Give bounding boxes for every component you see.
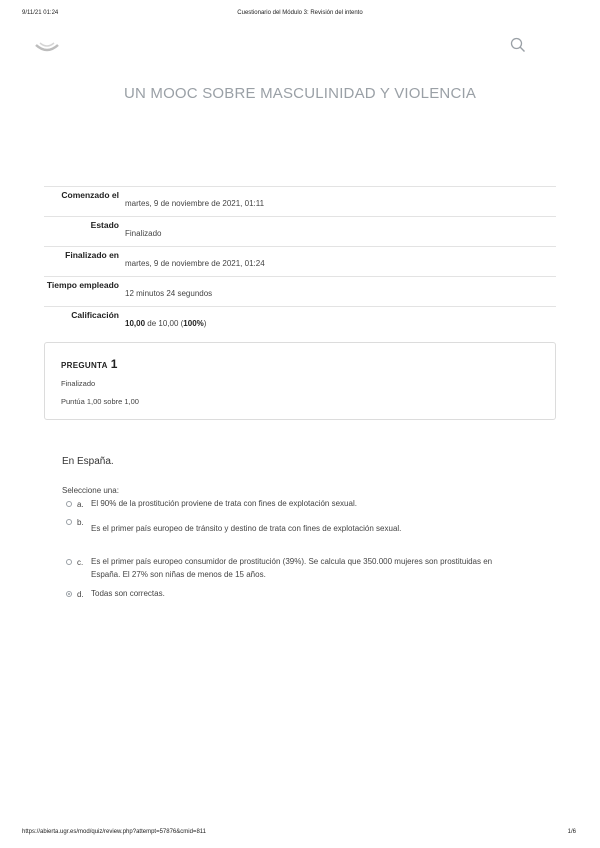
radio-button[interactable]	[66, 519, 72, 525]
answer-letter: d.	[77, 590, 84, 599]
summary-row-state	[44, 217, 556, 247]
print-page-number: 1/6	[567, 829, 576, 835]
summary-row-started	[44, 186, 556, 217]
summary-value: 12 minutos 24 segundos	[125, 289, 213, 298]
print-header	[0, 10, 600, 22]
answer-letter: c.	[77, 558, 84, 567]
answer-letter: a.	[77, 500, 84, 509]
answer-text: El 90% de la prostitución proviene de trata con fines de explotación sexual.	[91, 499, 357, 508]
answer-option-b[interactable]	[66, 518, 511, 535]
site-logo[interactable]	[34, 37, 60, 55]
grade-close: )	[203, 319, 207, 328]
search-icon[interactable]	[510, 37, 526, 53]
grade-score: 10,00	[125, 319, 146, 328]
answer-text: Todas son correctas.	[91, 589, 165, 598]
summary-label: Estado	[90, 220, 119, 230]
summary-value: martes, 9 de noviembre de 2021, 01:24	[125, 259, 265, 268]
summary-label: Calificación	[71, 310, 119, 320]
attempt-summary-table	[44, 186, 556, 336]
question-heading	[61, 357, 118, 371]
answer-text: Es el primer país europeo de tránsito y destino de trata con fines de explotación sexual.	[91, 524, 402, 533]
summary-grade-value	[119, 307, 206, 336]
print-url: https://abierta.ugr.es/mod/quiz/review.php?attempt=57876&cmid=811	[22, 829, 207, 835]
question-grade: Puntúa 1,00 sobre 1,00	[61, 397, 139, 406]
question-info-box	[44, 342, 556, 420]
summary-label: Finalizado en	[65, 250, 119, 260]
summary-row-time-taken	[44, 277, 556, 307]
answer-option-d[interactable]	[66, 590, 511, 600]
answer-text: Es el primer país europeo consumidor de prostitución (39%). Se calcula que 350.000 mujeres son prostituidas en España. El 27% son niñas de menos de 15 años.	[91, 557, 493, 579]
answer-letter: b.	[77, 518, 84, 527]
answer-prompt: Seleccione una:	[62, 486, 119, 495]
site-title[interactable]: UN MOOC SOBRE MASCULINIDAD Y VIOLENCIA	[123, 85, 477, 102]
answer-option-c[interactable]	[66, 558, 511, 581]
summary-value: Finalizado	[125, 229, 162, 238]
radio-button[interactable]	[66, 559, 72, 565]
answer-option-a[interactable]	[66, 500, 511, 510]
radio-button-selected[interactable]	[66, 591, 72, 597]
print-date: 9/11/21 01:24	[22, 10, 59, 16]
summary-label: Comenzado el	[61, 190, 119, 200]
question-state: Finalizado	[61, 379, 96, 388]
question-text: En España.	[62, 456, 114, 467]
question-number: 1	[110, 357, 118, 371]
question-heading-label: PREGUNTA	[61, 361, 108, 370]
grade-percent: 100%	[183, 319, 204, 328]
summary-label: Tiempo empleado	[46, 280, 119, 290]
print-title: Cuestionario del Módulo 3: Revisión del intento	[237, 10, 363, 16]
summary-value: martes, 9 de noviembre de 2021, 01:11	[125, 199, 265, 208]
radio-button[interactable]	[66, 501, 72, 507]
summary-row-grade	[44, 307, 556, 336]
grade-of: de 10,00 (	[147, 319, 184, 328]
summary-row-finished	[44, 247, 556, 277]
